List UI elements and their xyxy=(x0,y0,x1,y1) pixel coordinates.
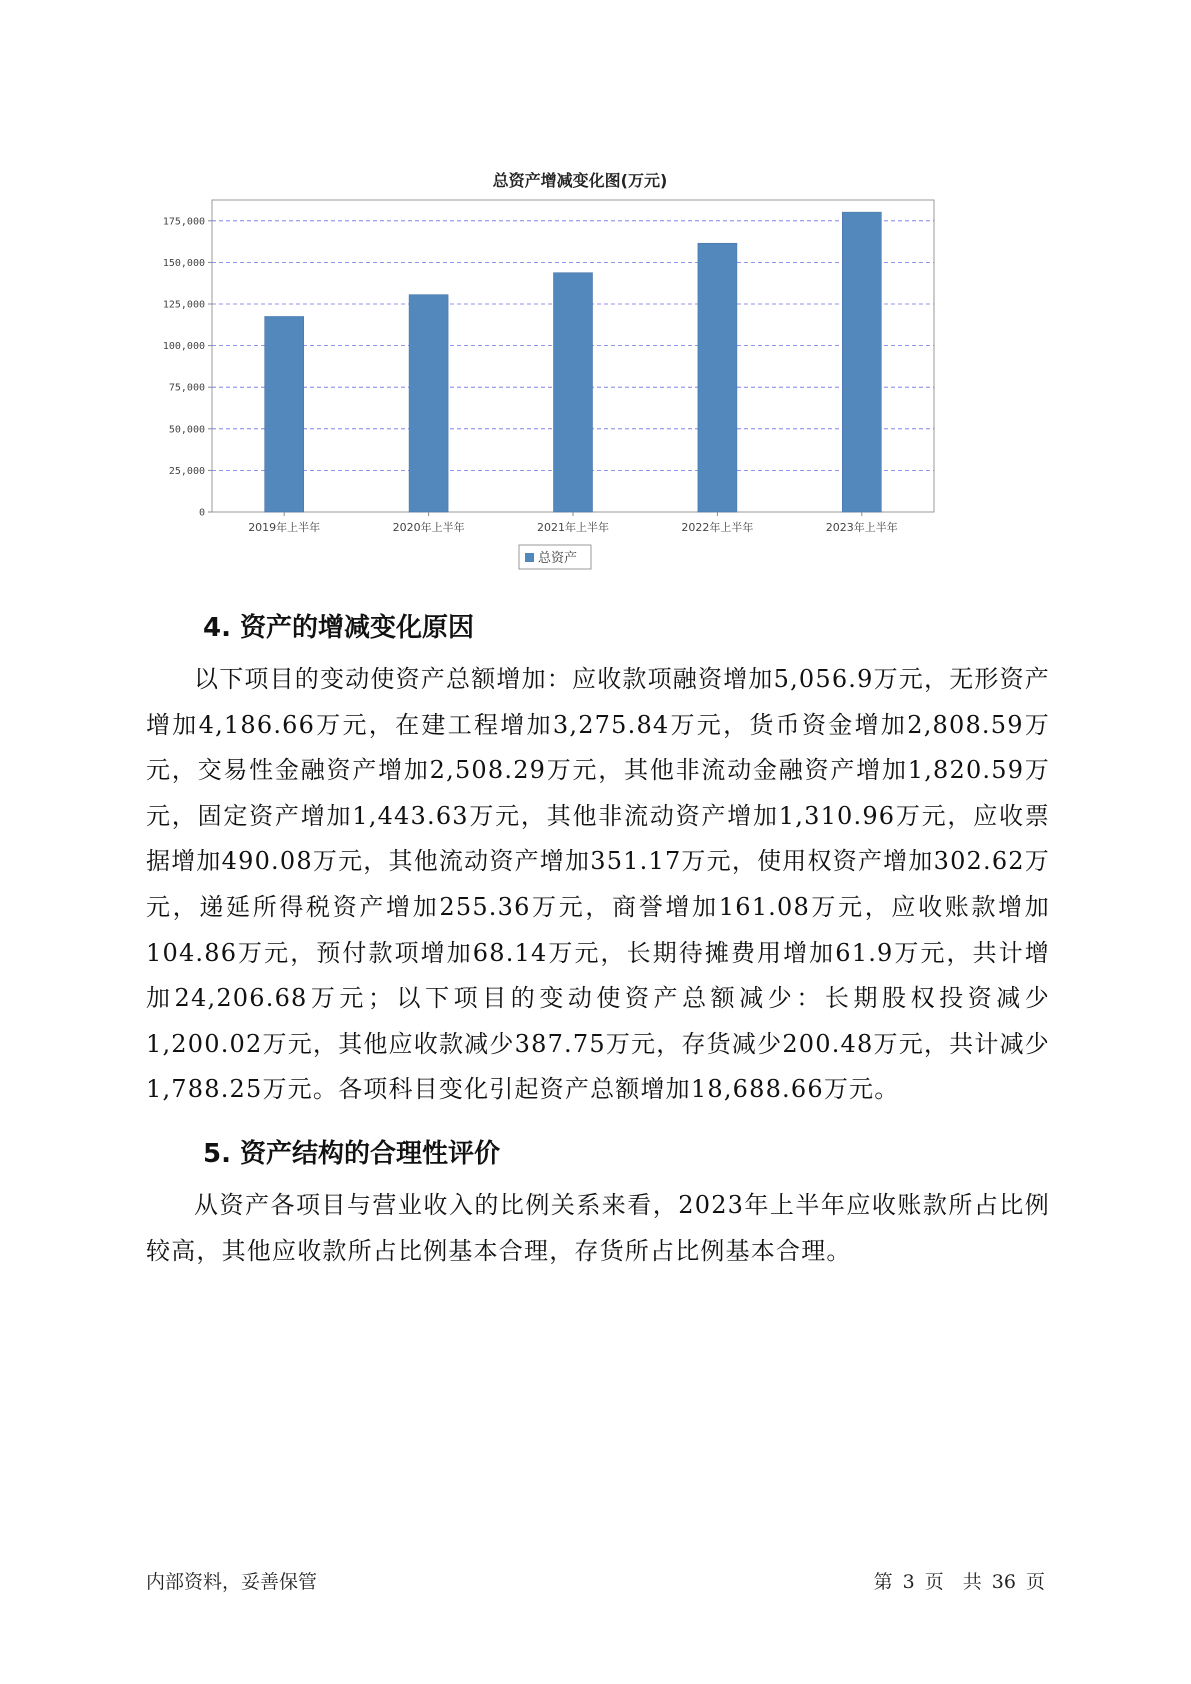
bar xyxy=(698,243,737,512)
y-tick-label: 75,000 xyxy=(168,382,205,394)
section-heading-5: 5. 资产结构的合理性评价 xyxy=(203,1139,501,1169)
legend-swatch xyxy=(525,553,534,562)
footer-page-number: 第 3 页 共 36 页 xyxy=(873,1571,1045,1593)
y-tick-label: 125,000 xyxy=(162,299,205,311)
bar xyxy=(265,316,304,512)
bar xyxy=(409,295,448,512)
y-tick-label: 25,000 xyxy=(168,465,205,477)
section-heading-4: 4. 资产的增减变化原因 xyxy=(203,613,475,643)
x-tick-label: 2023年上半年 xyxy=(825,521,898,534)
x-tick-label: 2021年上半年 xyxy=(537,521,609,534)
x-tick-label: 2022年上半年 xyxy=(681,521,754,534)
footer-confidential-note: 内部资料，妥善保管 xyxy=(146,1571,318,1593)
section-body-5: 从资产各项目与营业收入的比例关系来看，2023年上半年应收账款所占比例较高，其他应收款所占比例基本合理，存货所占比例基本合理。 xyxy=(146,1191,1050,1265)
legend-label: 总资产 xyxy=(538,551,578,566)
x-tick-label: 2020年上半年 xyxy=(392,521,465,534)
y-tick-label: 175,000 xyxy=(162,216,205,228)
y-tick-label: 100,000 xyxy=(162,341,205,353)
bar xyxy=(842,212,881,512)
x-tick-label: 2019年上半年 xyxy=(248,521,321,534)
y-tick-label: 0 xyxy=(198,507,205,519)
y-tick-label: 50,000 xyxy=(168,424,205,436)
y-tick-label: 150,000 xyxy=(162,257,205,269)
total-assets-chart xyxy=(140,160,1020,630)
chart-title: 总资产增减变化图(万元) xyxy=(492,171,668,190)
bar xyxy=(554,273,593,512)
section-body-4: 以下项目的变动使资产总额增加：应收款项融资增加5,056.9万元，无形资产增加4,186.66万元，在建工程增加3,275.84万元，货币资金增加2,808.59万元，交易性金融资产增加2,508.29万元，其他非流动金融资产增加1,820.59万元，固定资产增加1,443.63万元，其他非流动资产增加1,310.96万元，应收票据增加490.08万元，其他流动资产增加351.17万元，使用权资产增加302.62万元，递延所得税资产增加255.36万元，商誉增加161.08万元，应收账款增加104.86万元，预付款项增加68.14万元，长期待摊费用增加61.9万元，共计增加24,206.68万元；以下项目的变动使资产总额减少：长期股权投资减少1,200.02万元，其他应收款减少387.75万元，存货减少200.48万元，共计减少1,788.25万元。各项科目变化引起资产总额增加18,688.66万元。 xyxy=(146,665,1051,1104)
chart-canvas xyxy=(140,160,1020,630)
